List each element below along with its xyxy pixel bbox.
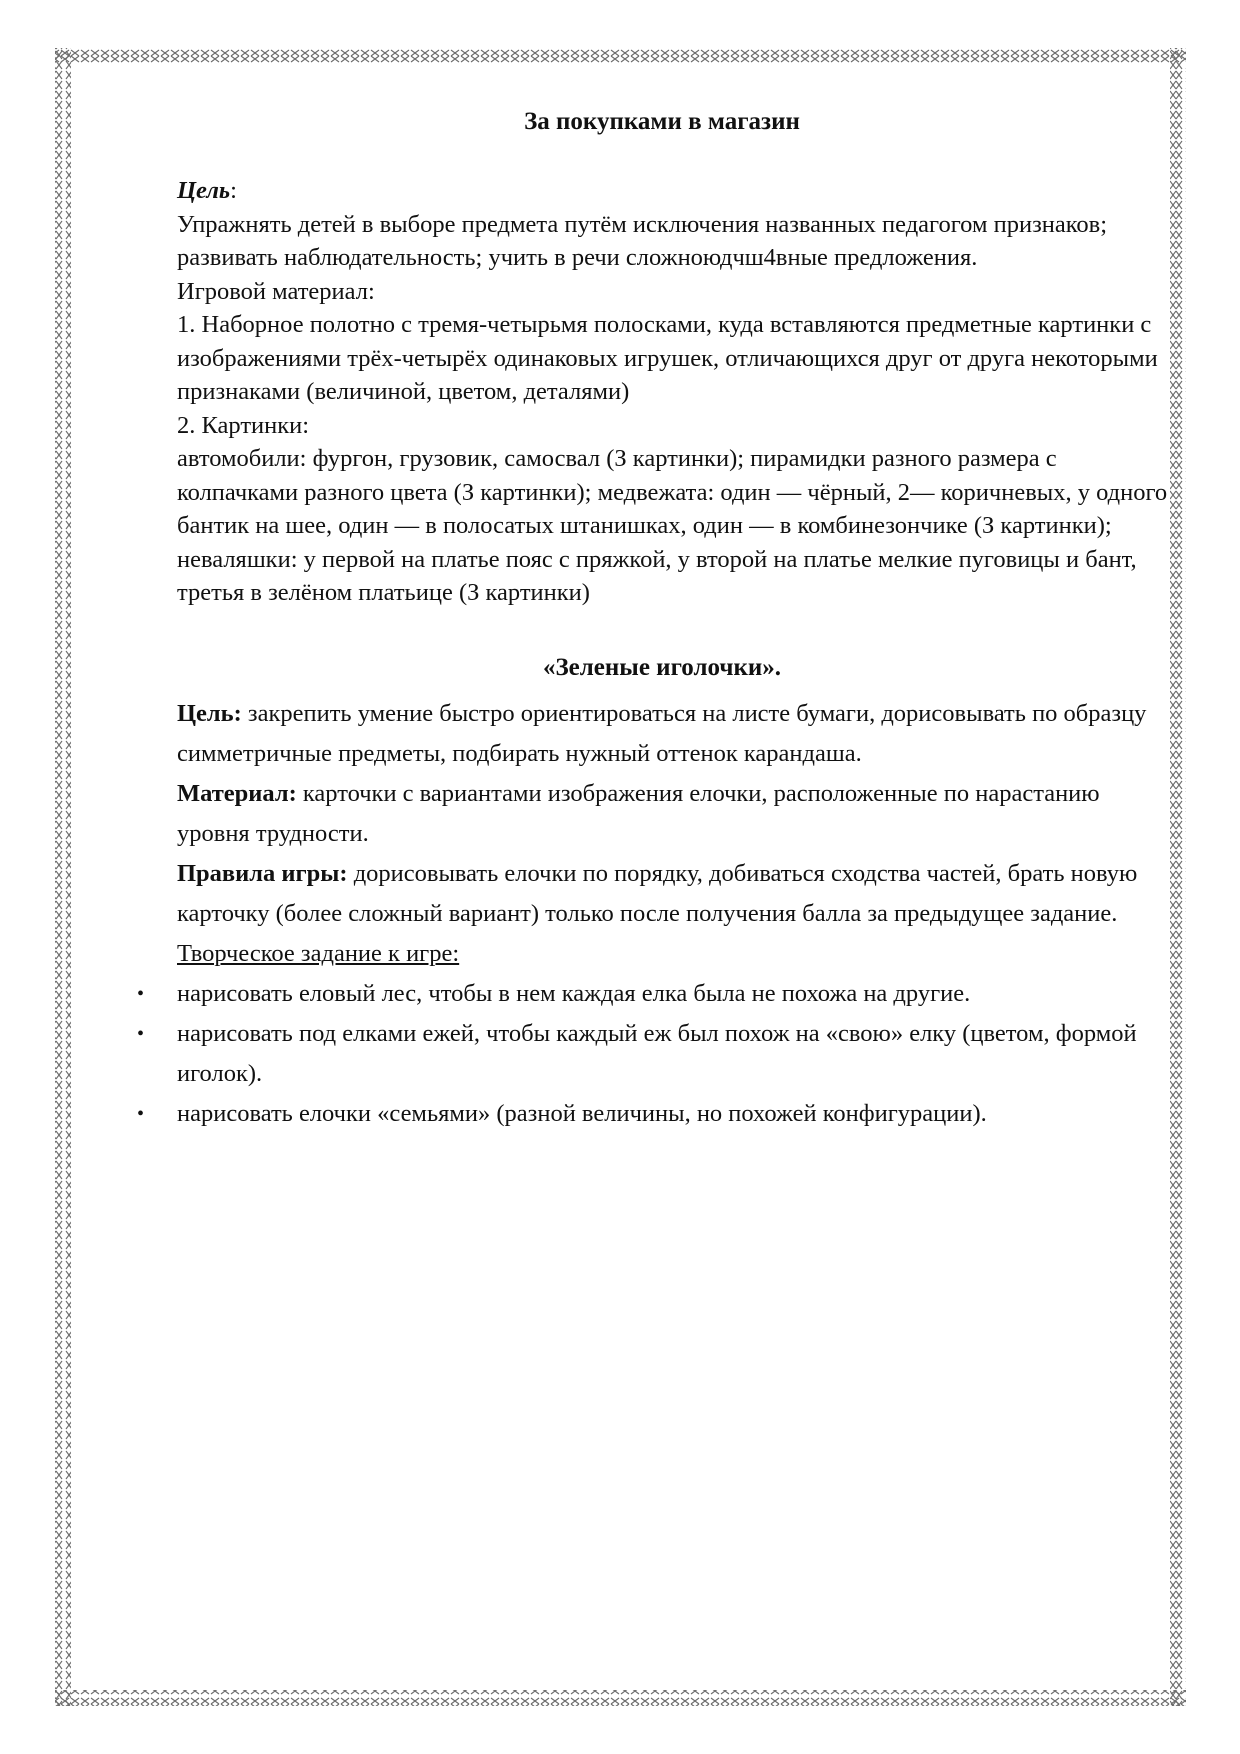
list-item (137, 974, 1177, 1014)
material-item-1: 1. Наборное полотно с тремя-четырьмя полосками, куда вставляются предметные картинки с изображениями трёх-четырёх одинаковых игрушек, отличающихся друг от друга некоторыми признаками (величиной, цветом, деталями) (177, 311, 1158, 405)
list-item (137, 1014, 1177, 1094)
rules-label-bold: Правила игры: (177, 859, 348, 887)
list-item (137, 1094, 1177, 1134)
bullet-icon: • (137, 982, 145, 1005)
goal-description: закрепить умение быстро ориентироваться на листе бумаги, дорисовывать по образцу симметричные предметы, подбирать нужный оттенок карандаша. (177, 699, 1147, 767)
rules-paragraph (177, 854, 1177, 934)
goal-label-bold: Цель: (177, 699, 242, 727)
creative-heading-text: Творческое задание к игре: (177, 939, 460, 967)
task-list (137, 974, 1177, 1134)
bullet-icon: • (137, 1022, 145, 1045)
goal-paragraph (177, 694, 1177, 774)
goal-label: Цель (177, 177, 231, 204)
task-text: нарисовать елочки «семьями» (разной величины, но похожей конфигурации). (177, 1099, 987, 1127)
material-heading: Игровой материал: (177, 277, 375, 305)
goal-text: Упражнять детей в выборе предмета путём исключения названных педагогом признаков; развивать наблюдательность; учить в речи сложноюдчш4вные предложения. (177, 210, 1108, 271)
goal-line (177, 174, 1177, 208)
document-content (137, 108, 1177, 1134)
section1-title: За покупками в магазин (524, 108, 800, 135)
creative-heading (177, 934, 1177, 974)
goal-colon: : (230, 177, 237, 204)
material-paragraph (177, 774, 1177, 854)
material-item-2: 2. Картинки: (177, 411, 310, 439)
bullet-icon: • (137, 1102, 145, 1125)
section1-body (177, 174, 1177, 610)
material-description: карточки с вариантами изображения елочки, расположенные по нарастанию уровня трудности. (177, 779, 1100, 847)
rules-description: дорисовывать елочки по порядку, добиваться сходства частей, брать новую карточку (более сложный вариант) только после получения балла за предыдущее задание. (177, 859, 1138, 927)
task-text: нарисовать под елками ежей, чтобы каждый еж был похож на «свою» елку (цветом, формой иголок). (177, 1019, 1137, 1087)
section2-body (137, 694, 1177, 1134)
task-text: нарисовать еловый лес, чтобы в нем каждая елка была не похожа на другие. (177, 979, 971, 1007)
material-label-bold: Материал: (177, 779, 297, 807)
pictures-text: автомобили: фургон, грузовик, самосвал (З картинки); пирамидки разного размера с колпачками разного цвета (З картинки); медвежата: один — чёрный, 2— коричневых, у одного бантик на шее, один — в полосатых штанишках, один — в комбинезончике (З картинки); неваляшки: у первой на платье пояс с пряжкой, у второй на платье мелкие пуговицы и бант, третья в зелёном платьице (З картинки) (177, 445, 1168, 606)
section2-title: «Зеленые иголочки». (542, 653, 782, 681)
